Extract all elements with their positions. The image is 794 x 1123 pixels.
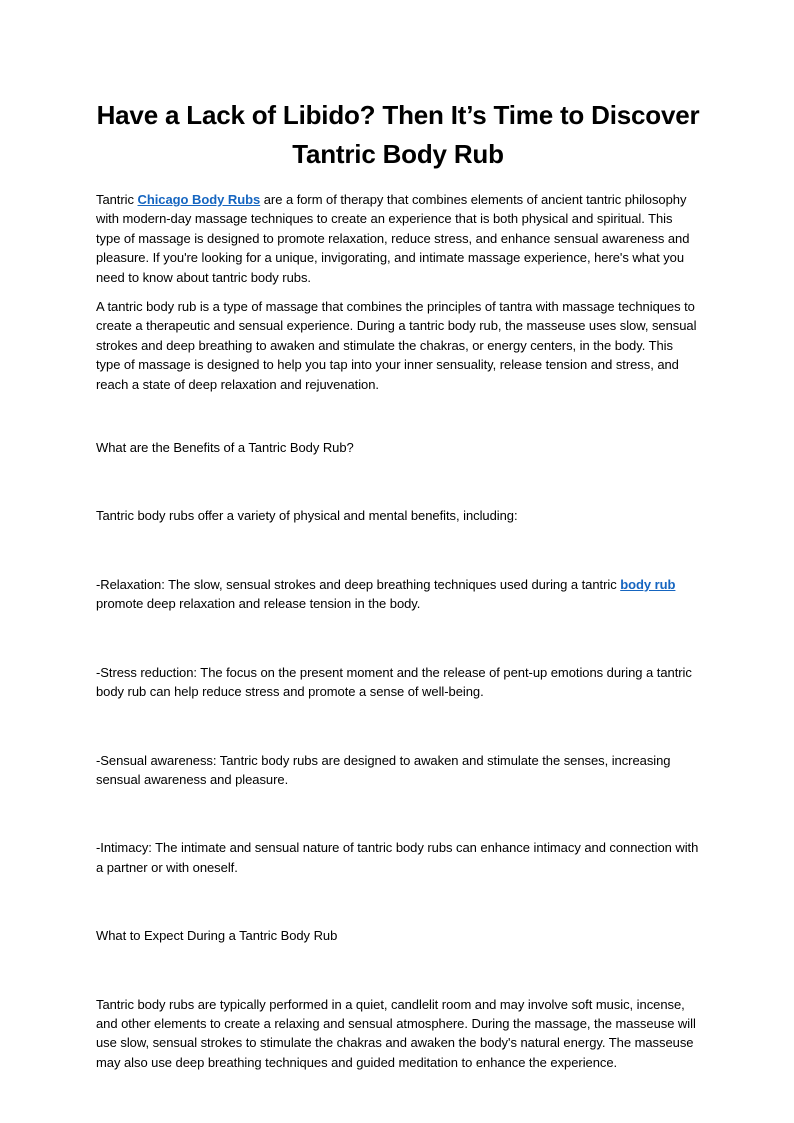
benefit-intimacy: -Intimacy: The intimate and sensual nature of tantric body rubs can enhance intimacy and connection with a partner or with oneself. <box>96 840 699 875</box>
benefit-stress-reduction: -Stress reduction: The focus on the present moment and the release of pent-up emotions during a tantric body rub can help reduce stress and promote a sense of well-being. <box>96 664 692 700</box>
expect-heading: What to Expect During a Tantric Body Rub <box>96 928 338 944</box>
definition-paragraph: A tantric body rub is a type of massage that combines the principles of tantra with massage techniques to create a therapeutic and sensual experience. During a tantric body rub, the masseuse uses slow, sensual strokes and deep breathing to awaken and stimulate the chakras, or energy centers, in the body. This type of massage is designed to help you tap into your inner sensuality, release tension and stress, and reach a state of deep relaxation and rejuvenation. <box>96 299 697 392</box>
chicago-body-rubs-link[interactable]: Chicago Body Rubs <box>137 192 261 207</box>
benefits-intro: Tantric body rubs offer a variety of physical and mental benefits, including: <box>96 508 518 524</box>
intro-suffix: are a form of therapy that combines elements of ancient tantric philosophy with modern-day massage techniques to create an experience that is both physical and spiritual. This type of massage is designed to promote relaxation, reduce stress, and enhance sensual awareness and pleasure. If you're looking for a unique, invigorating, and intimate massage experience, here's what you need to know about tantric body rubs. <box>96 192 690 285</box>
page-title: Have a Lack of Libido? Then It’s Time to Discover Tantric Body Rub <box>96 100 700 169</box>
expect-paragraph: Tantric body rubs are typically performed in a quiet, candlelit room and may involve soft music, incense, and other elements to create a relaxing and sensual atmosphere. During the massage, the masseuse will use slow, sensual strokes to stimulate the chakras and awaken the body's natural energy. The masseuse may also use deep breathing techniques and guided meditation to enhance the experience. <box>96 996 696 1070</box>
benefits-heading: What are the Benefits of a Tantric Body Rub? <box>96 440 354 456</box>
intro-prefix: Tantric <box>96 192 138 207</box>
relaxation-prefix: -Relaxation: The slow, sensual strokes and deep breathing techniques used during a tantric <box>96 576 621 592</box>
body-rub-link[interactable]: body rub <box>620 576 676 592</box>
relaxation-suffix: promote deep relaxation and release tension in the body. <box>96 596 421 612</box>
document-page <box>96 96 700 1082</box>
benefit-sensual-awareness: -Sensual awareness: Tantric body rubs are designed to awaken and stimulate the senses, increasing sensual awareness and pleasure. <box>96 752 671 787</box>
benefit-relaxation <box>96 575 700 614</box>
intro-paragraph <box>96 190 700 287</box>
